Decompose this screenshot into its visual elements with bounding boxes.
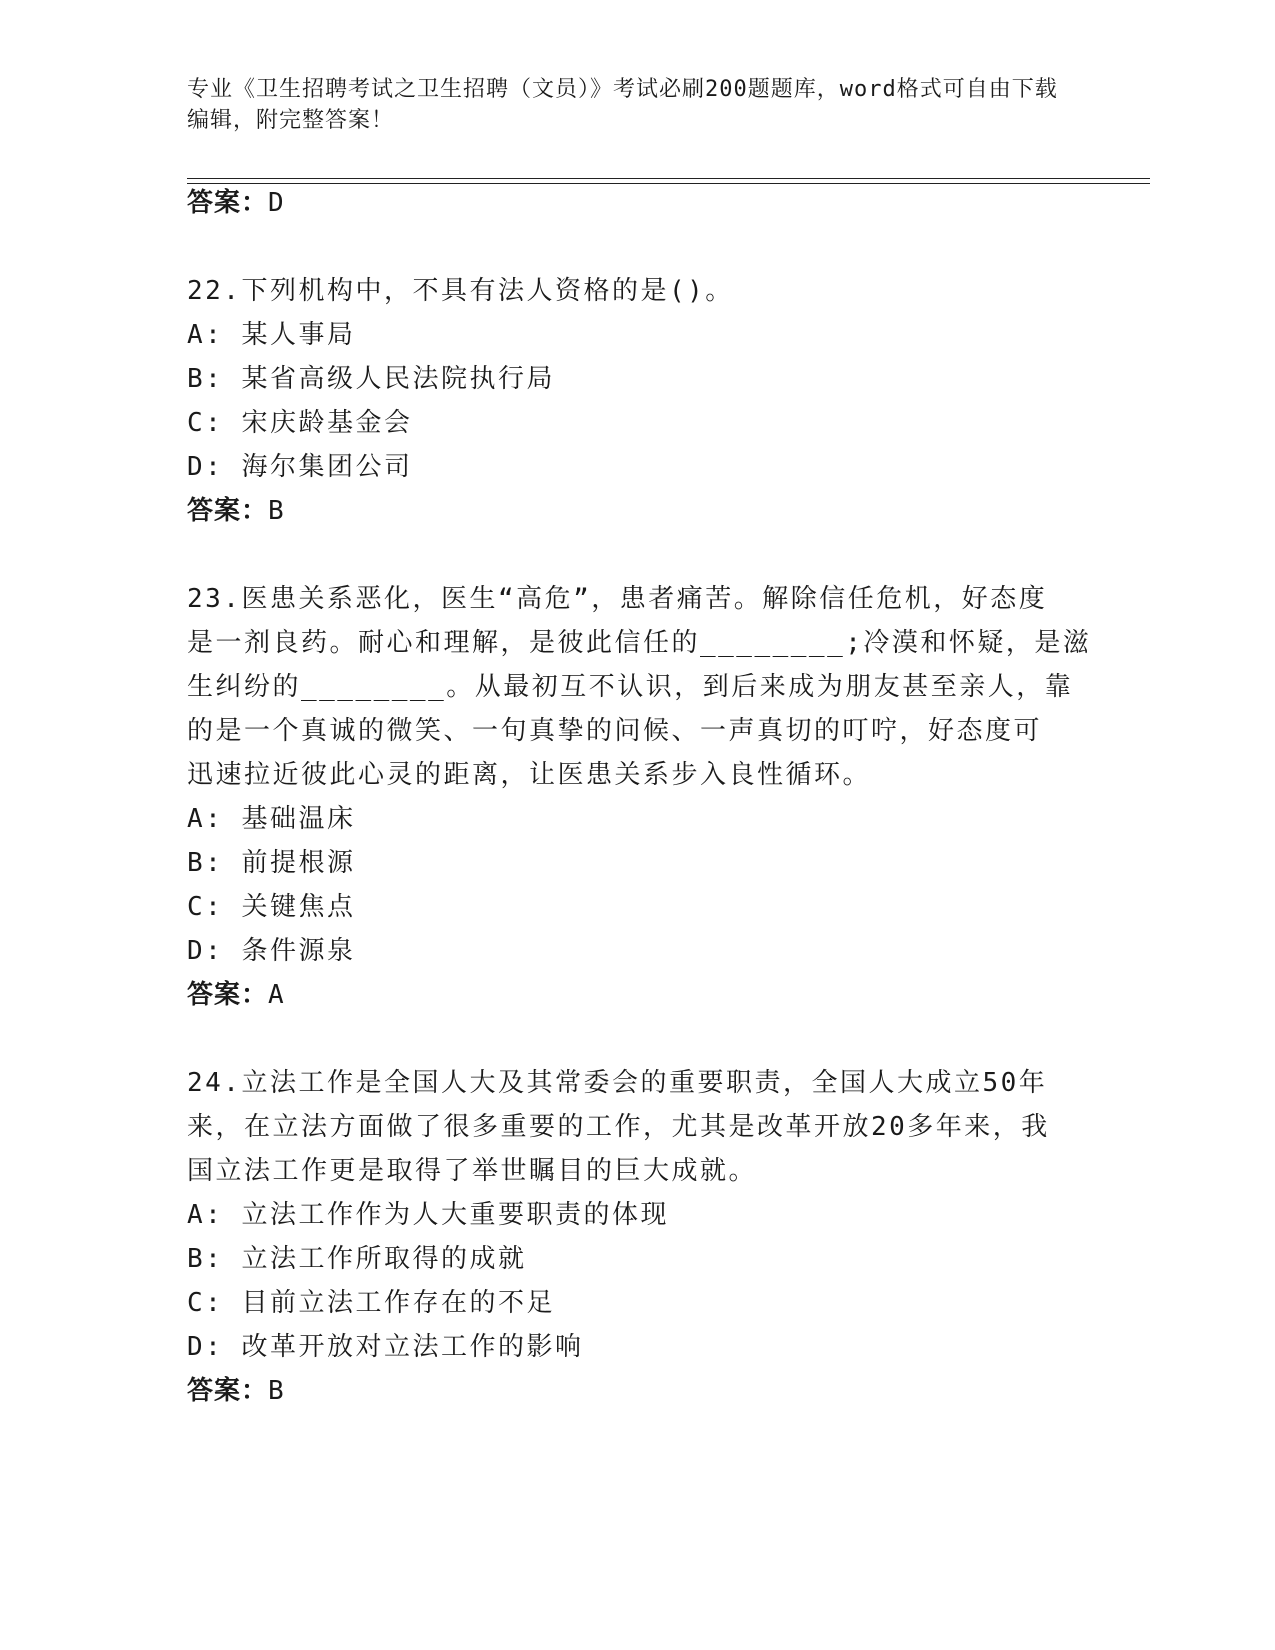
answer-24	[187, 1374, 285, 1408]
question-23-stem-line-3: 生纠纷的________。从最初互不认识，到后来成为朋友甚至亲人，靠	[187, 672, 1074, 702]
question-24-stem-line-1: 24.立法工作是全国人大及其常委会的重要职责，全国人大成立50年	[187, 1068, 1048, 1098]
question-23-option-c: C: 关键焦点	[187, 892, 356, 922]
question-23-stem-line-4: 的是一个真诚的微笑、一句真挚的问候、一声真切的叮咛，好态度可	[187, 716, 1043, 746]
header-rule-bottom	[187, 183, 1150, 184]
answer-value: B	[268, 1376, 285, 1406]
question-24-stem-line-2: 来，在立法方面做了很多重要的工作，尤其是改革开放20多年来，我	[187, 1112, 1050, 1142]
answer-value: B	[268, 496, 285, 526]
question-24-option-d: D: 改革开放对立法工作的影响	[187, 1332, 584, 1362]
answer-label: 答案：	[187, 1376, 269, 1406]
answer-23	[187, 978, 285, 1012]
question-24-option-c: C: 目前立法工作存在的不足	[187, 1288, 555, 1318]
question-24-option-b: B: 立法工作所取得的成就	[187, 1244, 527, 1274]
answer-label: 答案：	[187, 188, 269, 218]
header-rule-top	[187, 178, 1150, 179]
answer-label: 答案：	[187, 980, 269, 1010]
question-22-option-c: C: 宋庆龄基金会	[187, 408, 413, 438]
answer-value: D	[268, 188, 285, 218]
question-24-stem-line-3: 国立法工作更是取得了举世瞩目的巨大成就。	[187, 1156, 758, 1186]
answer-value: A	[268, 980, 285, 1010]
question-24-option-a: A: 立法工作作为人大重要职责的体现	[187, 1200, 669, 1230]
answer-22	[187, 494, 285, 528]
question-23-option-d: D: 条件源泉	[187, 936, 356, 966]
question-23-stem-line-1: 23.医患关系恶化，医生“高危”，患者痛苦。解除信任危机，好态度	[187, 584, 1048, 614]
question-23-stem-line-5: 迅速拉近彼此心灵的距离，让医患关系步入良性循环。	[187, 760, 872, 790]
question-22-option-b: B: 某省高级人民法院执行局	[187, 364, 555, 394]
question-22-option-d: D: 海尔集团公司	[187, 452, 413, 482]
question-23-option-a: A: 基础温床	[187, 804, 356, 834]
question-22-stem: 22.下列机构中，不具有法人资格的是()。	[187, 276, 734, 306]
answer-label: 答案：	[187, 496, 269, 526]
question-23-option-b: B: 前提根源	[187, 848, 356, 878]
page-header: 专业《卫生招聘考试之卫生招聘（文员）》考试必刷200题题库，word格式可自由下载编辑，附完整答案！	[187, 77, 1058, 133]
question-23-stem-line-2: 是一剂良药。耐心和理解，是彼此信任的________;冷漠和怀疑，是滋	[187, 628, 1092, 658]
question-22-option-a: A: 某人事局	[187, 320, 356, 350]
answer-21	[187, 186, 285, 220]
